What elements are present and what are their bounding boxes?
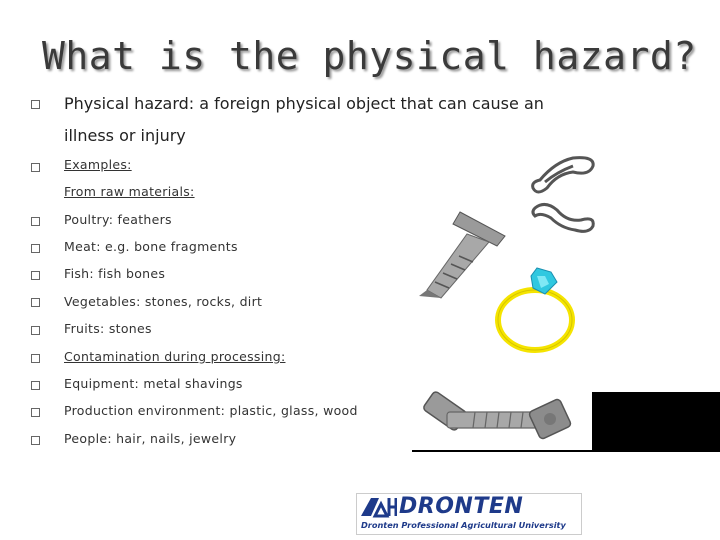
list-item: People: hair, nails, jewelry (64, 431, 237, 446)
bullet-square-icon (31, 163, 40, 172)
logo-main-text: DRONTEN (399, 494, 524, 519)
list-item: Fruits: stones (64, 321, 152, 336)
hazard-objects-clipart (405, 150, 615, 450)
list-item: Vegetables: stones, rocks, dirt (64, 294, 263, 309)
bullet-square-icon (31, 436, 40, 445)
bullet-square-icon (31, 100, 40, 109)
bullet-square-icon (31, 326, 40, 335)
screw-icon (419, 212, 505, 298)
list-item: Meat: e.g. bone fragments (64, 239, 238, 254)
bullet-square-icon (31, 271, 40, 280)
list-item: Fish: fish bones (64, 266, 166, 281)
list-item: Production environment: plastic, glass, wood (64, 403, 358, 418)
list-item: Equipment: metal shavings (64, 376, 243, 391)
bullet-square-icon (31, 354, 40, 363)
slide-title: What is the physical hazard? (42, 34, 697, 78)
processing-label: Contamination during processing: (64, 349, 286, 364)
definition-line-2: illness or injury (64, 126, 186, 145)
bolt-icon (422, 391, 571, 440)
definition-line-1: Physical hazard: a foreign physical object that can cause an (64, 94, 544, 113)
university-logo (356, 493, 582, 535)
ring-icon (498, 268, 572, 350)
examples-label: Examples: (64, 157, 132, 172)
bullet-square-icon (31, 408, 40, 417)
logo-mark-icon (359, 496, 397, 518)
logo-sub-text: Dronten Professional Agricultural University (361, 520, 566, 530)
paperclip-icon (533, 204, 593, 231)
bullet-square-icon (31, 381, 40, 390)
raw-materials-label: From raw materials: (64, 184, 195, 199)
bullet-square-icon (31, 244, 40, 253)
list-item: Poultry: feathers (64, 212, 172, 227)
bullet-square-icon (31, 298, 40, 307)
bullet-square-icon (31, 217, 40, 226)
paperclip-icon (533, 158, 594, 192)
